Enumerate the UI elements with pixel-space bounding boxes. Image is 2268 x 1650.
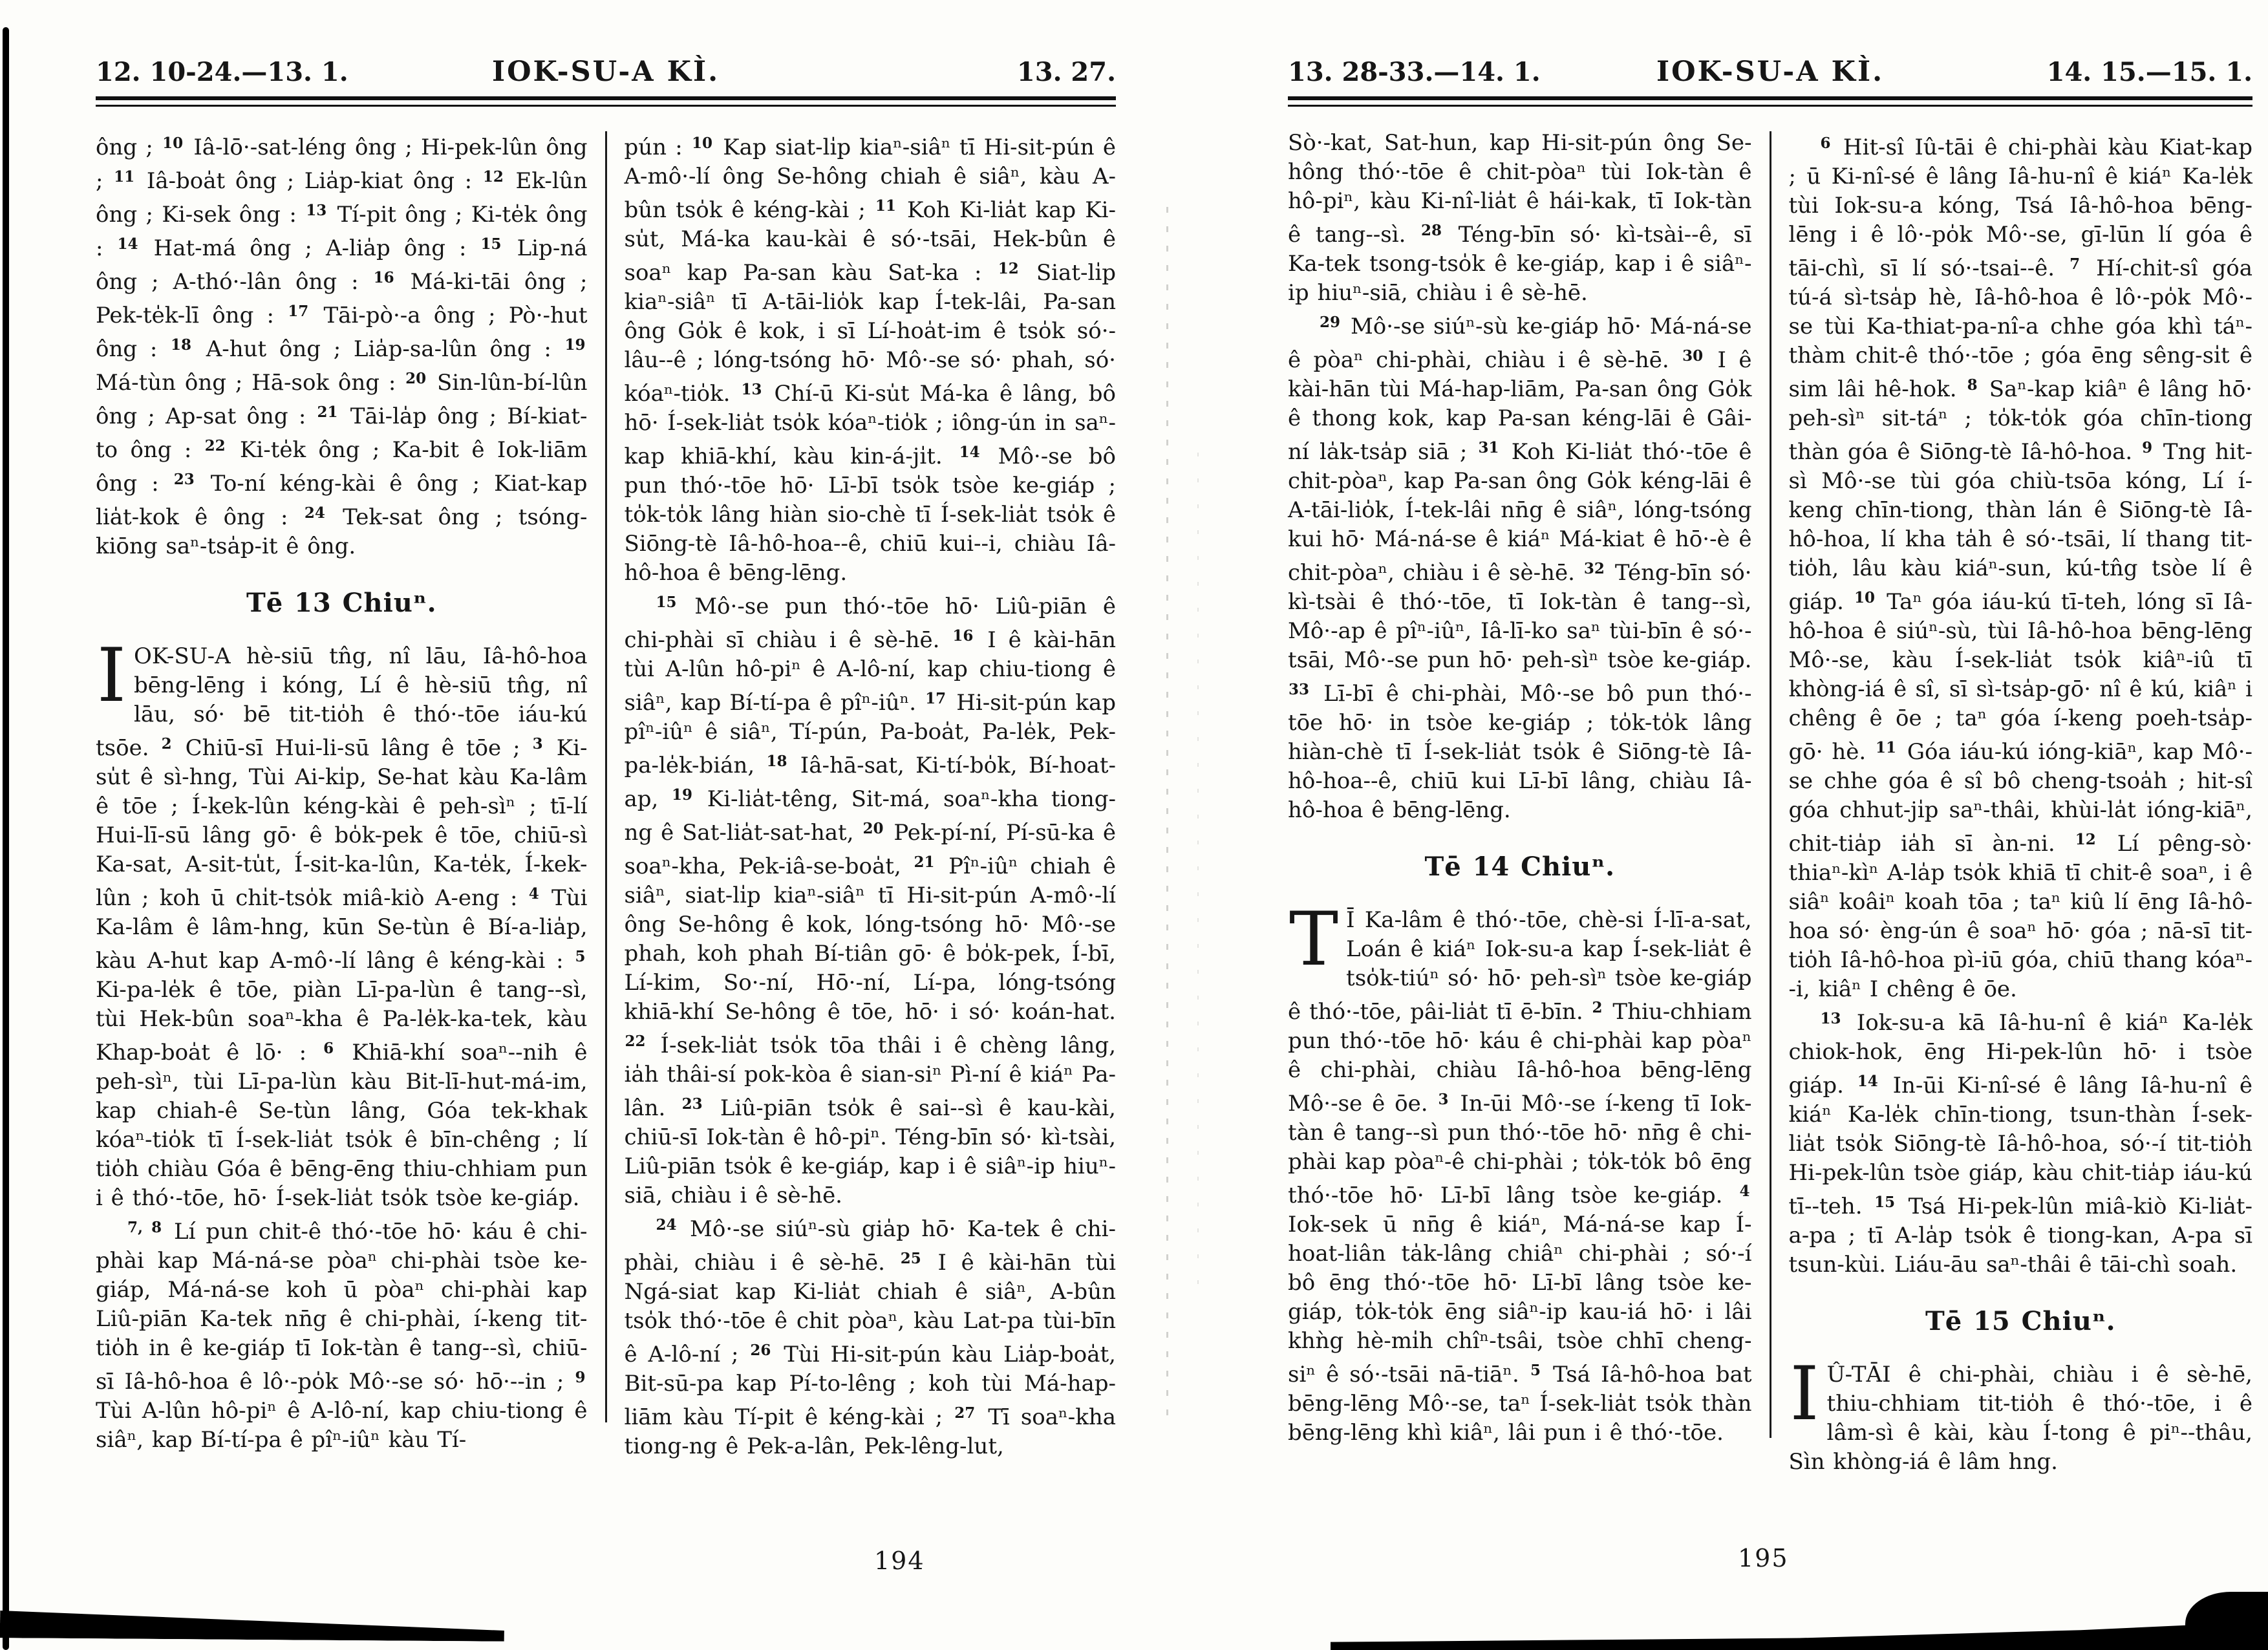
verse-number: 12 xyxy=(2075,831,2096,848)
body-paragraph: $^{29}$ Mô·-se siúⁿ-sù ke-giáp hō· Má-ná-se ê pòaⁿ chi-phài, chiàu i ê sè-hē. $^{30}$ I ê kài-hān tùi Má-hap-liām, Pa-san ông Go̍k ê thong kok, kap Pa-san kéng-lāi ê Gâi-ní la̍k-tsa̍p siā ; $^{31}$ Koh Ki-lia̍t thó·-tōe ê chit-pòaⁿ, kap Pa-san ông Go̍k kéng-lāi ê A-tāi-lio̍k, Í-tek-lâi nn̄g ê siâⁿ, lóng-tsóng kui hō· Má-ná-se ê kiáⁿ Má-kiat ê hō·-è ê chit-pòaⁿ, chiàu i ê sè-hē. $^{32}$ Téng-bīn só· kì-tsài ê thó·-tōe, tī Iok-tàn ê tang--sì, Mô·-ap ê pîⁿ-iûⁿ, Iâ-lī-ko saⁿ tùi-bīn ê só·-tsāi, Mô·-se pun hō· peh-sìⁿ tsòe ke-giáp. $^{33}$ Lī-bī ê chi-phài, Mô·-se bô pun thó·-tōe hō· in tsòe ke-giáp ; to̍k-to̍k lâng hiàn-chè tī Í-sek-lia̍t tso̍k ê Siōng-tè Iâ-hô-hoa--ê, chiū kui Lī-bī lâng, chiàu Iâ-hô-hoa ê bēng-lēng. xyxy=(1288,314,1752,823)
verse-number: 6 xyxy=(1820,134,1831,152)
verse-number: 22 xyxy=(625,1033,646,1050)
header-rule xyxy=(1288,96,2252,107)
drop-cap-paragraph: IOK-SU-A hè-siū tn̂g, nî lāu, Iâ-hô-hoa bēng-lēng i kóng, Lí ê hè-siū tn̂g, nî lāu, só· bē tit-tio̍h ê thó·-tōe iáu-kú tsōe. $^2$ Chiū-sī Hui-li-sū lâng ê tōe ; $^3$ Ki-su̍t ê sì-hng, Tùi Ai-ki̍p, Se-hat kàu Ka-lâm ê tōe ; Í-kek-lûn kéng-kài ê peh-sìⁿ ; tī-lí Hui-lī-sū lâng gō· ê bo̍k-pek ê tōe, chiū-sì Ka-sat, A-sit-tu̍t, Í-sit-ka-lûn, Ka-te̍k, Í-kek-lûn ; koh ū chi̍t-tso̍k miâ-kiò A-eng : $^4$ Tùi Ka-lâm ê lâm-hng, kūn Se-tùn ê Bí-a-lia̍p, kàu A-hut kap A-mô·-lí lâng ê kéng-kài : $^5$ Ki-pa-le̍k ê tōe, piàn Lī-pa-lùn ê tang--sì, tùi Hek-bûn soaⁿ-kha ê Pa-le̍k-ka-tek, kàu Khap-boa̍t ê lō· : $^6$ Khiā-khí soaⁿ--nih ê peh-sìⁿ, tùi Lī-pa-lùn kàu Bit-lī-hut-má-im, kap chiah-ê Se-tùn lâng, Góa tek-khak kóaⁿ-tio̍k tī Í-sek-lia̍t tso̍k ê bīn-chêng ; lí tio̍h chiàu Góa ê bēng-ēng thiu-chhiam pun i ê thó·-tōe, hō· Í-sek-lia̍t tso̍k tsòe ke-giáp. xyxy=(96,632,588,1211)
body-paragraph: $^{24}$ Mô·-se siúⁿ-sù gia̍p hō· Ka-tek ê chi-phài, chiàu i ê sè-hē. $^{25}$ I ê kài-hān tùi Ngá-siat kap Ki-lia̍t chiah ê siâⁿ, A-bûn tso̍k thó·-tōe ê chit pòaⁿ, kàu Lat-pa tùi-bīn ê A-lô-ní ; $^{26}$ Tùi Hi-sit-pún kàu Lia̍p-boa̍t, Bit-sū-pa kap Pí-to-lêng ; koh tùi Má-hap-liām kàu Tí-pit ê kéng-kài ; $^{27}$ Tī soaⁿ-kha tiong-ng ê Pek-a-lân, Pek-lêng-lut, xyxy=(624,1216,1116,1459)
running-head-book-title: IOK-SU-A KÌ. xyxy=(491,56,720,88)
running-head xyxy=(96,56,1116,88)
verse-number: 8 xyxy=(1967,376,1978,394)
scan-artifact-gutter-marks xyxy=(1197,453,1199,1293)
body-paragraph: $^{15}$ Mô·-se pun thó·-tōe hō· Liû-piān ê chi-phài sī chiàu i ê sè-hē. $^{16}$ I ê kài-hān tùi A-lûn hô-piⁿ ê A-lô-ní, kap chiu-tiong ê siâⁿ, kap Bí-tí-pa ê pîⁿ-iûⁿ. $^{17}$ Hi-sit-pún kap pîⁿ-iûⁿ ê siâⁿ, Tí-pún, Pa-boa̍t, Pa-le̍k, Pek-pa-le̍k-bián, $^{18}$ Iâ-hā-sat, Ki-tí-bo̍k, Bí-hoat-ap, $^{19}$ Ki-lia̍t-têng, Sit-má, soaⁿ-kha tiong-ng ê Sat-lia̍t-sat-hat, $^{20}$ Pek-pí-ní, Pí-sū-ka ê soaⁿ-kha, Pek-iâ-se-boa̍t, $^{21}$ Pîⁿ-iûⁿ chiah ê siâⁿ, siat-li̍p kiaⁿ-siâⁿ tī Hi-sit-pún A-mô·-lí ông Se-hông ê kok, lóng-tsóng hō· Mô·-se phah, koh phah Bí-tiân gō· ê bo̍k-pek, Í-bī, Lí-kim, So·-ní, Hō·-ní, Lí-pa, lóng-tsóng khiā-khí Se-hông ê tōe, hō· i só· koán-hat. $^{22}$ Í-sek-lia̍t tso̍k tōa thâi i ê chèng lâng, ia̍h thâi-sí pok-kòa ê sian-siⁿ Pì-ní ê kiáⁿ Pa-lân. $^{23}$ Liû-piān tso̍k ê sai--sì ê kau-kài, chiū-sī Iok-tàn ê hô-piⁿ. Téng-bīn só· kì-tsài, Liû-piān tso̍k ê ke-giáp, kap i ê siâⁿ-ip hiuⁿ-siā, chiàu i ê sè-hē. xyxy=(624,594,1117,1208)
verse-number: 24 xyxy=(304,504,325,522)
verse-number: 28 xyxy=(1421,222,1442,239)
verse-number: 10 xyxy=(691,134,712,152)
text-columns xyxy=(96,129,1116,1461)
verse-number: 4 xyxy=(528,885,539,903)
verse-number: 23 xyxy=(173,471,195,488)
verse-number: 21 xyxy=(914,853,935,871)
right-page xyxy=(1288,0,2252,1477)
body-paragraph: pún : $^{10}$ Kap siat-li̍p kiaⁿ-siâⁿ tī Hi-sit-pún ê A-mô·-lí ông Se-hông chiah ê siâⁿ, kàu A-bûn tso̍k ê kéng-kài ; $^{11}$ Koh Ki-lia̍t kap Ki-su̍t, Má-ka kau-kài ê só·-tsāi, Hek-bûn ê soaⁿ kap Pa-san kàu Sat-ka : $^{12}$ Siat-li̍p kiaⁿ-siâⁿ tī A-tāi-lio̍k kap Í-tek-lâi, Pa-san ông Go̍k ê kok, i sī Lí-hoa̍t-im ê tso̍k só·-lâu--ê ; lóng-tsóng hō· Mô·-se só· phah, só· kóaⁿ-tio̍k. $^{13}$ Chí-ū Ki-su̍t Má-ka ê lâng, bô hō· Í-sek-lia̍t tso̍k kóaⁿ-tio̍k ; iông-ún in saⁿ-kap khiā-khí, kàu kin-á-ji̍t. $^{14}$ Mô·-se bô pun thó·-tōe hō· Lī-bī tso̍k tsòe ke-giáp ; to̍k-to̍k lâng hiàn sio-chè tī Í-sek-lia̍t tso̍k ê Siōng-tè Iâ-hô-hoa--ê, chiū kui--i, chiàu Iâ-hô-hoa ê bēng-lēng. xyxy=(624,134,1116,586)
body-paragraph: ông ; $^{10}$ Iâ-lō·-sat-léng ông ; Hi-pek-lûn ông ; $^{11}$ Iâ-boa̍t ông ; Lia̍p-kiat ông : $^{12}$ Ek-lûn ông ; Ki-sek ông : $^{13}$ Tí-pit ông ; Ki-te̍k ông : $^{14}$ Hat-má ông ; A-lia̍p ông : $^{15}$ Lip-ná ông ; A-thó·-lân ông : $^{16}$ Má-ki-tāi ông ; Pek-te̍k-lī ông : $^{17}$ Tāi-pò·-a ông ; Pò·-hut ông : $^{18}$ A-hut ông ; Lia̍p-sa-lûn ông : $^{19}$ Má-tùn ông ; Hā-sok ông : $^{20}$ Sin-lûn-bí-lûn ông ; Ap-sat ông : $^{21}$ Tāi-la̍p ông ; Bí-kiat-to ông : $^{22}$ Ki-te̍k ông ; Ka-bit ê Iok-liām ông : $^{23}$ To-ní kéng-kài ê ông ; Kiat-kap lia̍t-kok ê ông : $^{24}$ Tek-sat ông ; tsóng-kiōng saⁿ-tsa̍p-it ê ông. xyxy=(96,134,588,559)
chapter-heading: Tē 14 Chiuⁿ. xyxy=(1424,852,1616,882)
running-head-verse-range-left: 13. 28-33.—14. 1. xyxy=(1288,57,1541,87)
drop-cap-initial: I xyxy=(97,632,127,718)
verse-number: 10 xyxy=(162,134,184,152)
body-paragraph: $^{7, 8}$ Lí pun chit-ê thó·-tōe hō· káu ê chi-phài kap Má-ná-se pòaⁿ chi-phài tsòe ke-giáp, Má-ná-se koh ū pòaⁿ chi-phài kap Liû-piān Ka-tek nn̄g ê chi-phài, í-keng tit-tio̍h in ê ke-giáp tī Iok-tàn ê tang--sì, chiū-sī Iâ-hô-hoa ê lô·-po̍k Mô·-se só· hō·--in ; $^9$ Tùi A-lûn hô-piⁿ ê A-lô-ní, kap chiu-tiong ê siâⁿ, kap Bí-tí-pa ê pîⁿ-iûⁿ kàu Tí- xyxy=(96,1219,588,1453)
drop-cap-paragraph: I Û-TĀI ê chi-phài, chiàu i ê sè-hē, thiu-chhiam tit-tio̍h ê thó·-tōe, i ê lâm-sì ê kài, kàu Í-tong ê piⁿ--thâu, Sìn khòng-iá ê lâm hng. xyxy=(1788,1351,2252,1475)
column-divider-rule xyxy=(605,131,607,1422)
verse-number: 25 xyxy=(900,1250,921,1267)
verse-number: 14 xyxy=(959,444,980,461)
verse-number: 14 xyxy=(117,235,138,253)
verse-number: 9 xyxy=(2142,439,2153,456)
body-paragraph: $^{13}$ Iok-su-a kā Iâ-hu-nî ê kiáⁿ Ka-le̍k chiok-hok, ēng Hi-pek-lûn hō· i tsòe giáp. $^{14}$ In-ūi Ki-nî-sé ê lâng Iâ-hu-nî ê kiáⁿ Ka-le̍k chīn-tiong, tsun-thàn Í-sek-lia̍t tso̍k Siōng-tè Iâ-hô-hoa, só·-í tit-tio̍h Hi-pek-lûn tsòe giáp, kàu chit-tia̍p iáu-kú tī--teh. $^{15}$ Tsá Hi-pek-lûn miâ-kiò Ki-lia̍t-a-pa ; tī A-la̍p tso̍k ê tiong-kan, A-pa sī tsun-kùi. Liáu-āu saⁿ-thâi ê tāi-chì soah. xyxy=(1788,1010,2253,1278)
verse-number: 22 xyxy=(204,437,226,455)
drop-cap-initial: I xyxy=(1790,1351,1819,1437)
text-column-1 xyxy=(96,129,588,1461)
verse-number: 20 xyxy=(405,370,427,387)
header-rule xyxy=(96,96,1116,107)
verse-number: 16 xyxy=(373,269,394,286)
verse-number: 13 xyxy=(1820,1010,1841,1027)
verse-number: 19 xyxy=(672,786,693,804)
verse-number: 16 xyxy=(952,627,974,645)
page-number-left: 194 xyxy=(874,1547,925,1575)
verse-number: 2 xyxy=(1592,999,1603,1016)
running-head-book-title: IOK-SU-A KÌ. xyxy=(1656,56,1885,88)
verse-number: 20 xyxy=(862,820,884,837)
text-column-2 xyxy=(625,129,1117,1461)
verse-number: 18 xyxy=(171,336,192,354)
verse-number: 13 xyxy=(306,202,327,219)
verse-number: 2 xyxy=(161,735,172,753)
text-column-1 xyxy=(1288,129,1752,1477)
scan-artifact-bottom-right xyxy=(1331,1622,2268,1650)
verse-number: 7 xyxy=(2070,255,2081,273)
page-number-right: 195 xyxy=(1738,1544,1789,1572)
verse-number: 12 xyxy=(482,168,504,186)
verse-number: 17 xyxy=(925,690,947,707)
verse-number: 11 xyxy=(1876,739,1897,756)
column-divider-rule xyxy=(1770,131,1771,1438)
verse-number: 30 xyxy=(1682,347,1704,365)
text-column-2 xyxy=(1789,129,2253,1477)
verse-number: 21 xyxy=(317,403,338,421)
verse-number: 3 xyxy=(532,735,543,753)
verse-number: 6 xyxy=(323,1040,334,1057)
text-columns xyxy=(1288,129,2252,1477)
running-head-verse-range-left: 12. 10-24.—13. 1. xyxy=(96,57,348,87)
verse-number: 11 xyxy=(114,168,135,186)
verse-number: 15 xyxy=(480,235,502,253)
scan-artifact-corner xyxy=(2185,1592,2268,1650)
scan-artifact-gutter-marks xyxy=(1166,207,1168,1422)
verse-number: 33 xyxy=(1289,681,1310,698)
verse-number: 32 xyxy=(1583,560,1605,577)
body-paragraph: Sò·-kat, Sat-hun, kap Hi-sit-pún ông Se-hông thó·-tōe ê chit-pòaⁿ tùi Iok-tàn ê hô-piⁿ, kàu Ki-nî-lia̍t ê hái-kak, tī Iok-tàn ê tang--sì. $^{28}$ Téng-bīn só· kì-tsài--ê, sī Ka-tek tsong-tso̍k ê ke-giáp, kap i ê siâⁿ-ip hiuⁿ-siā, chiàu i ê sè-hē. xyxy=(1288,130,1752,306)
running-head-verse-range-right: 14. 15.—15. 1. xyxy=(2046,57,2253,87)
verse-number: 27 xyxy=(954,1404,976,1422)
verse-number: 3 xyxy=(1438,1091,1449,1108)
verse-number: 18 xyxy=(766,753,787,770)
verse-number: 15 xyxy=(1874,1194,1896,1211)
drop-cap-paragraph: T Ī Ka-lâm ê thó·-tōe, chè-si Í-lī-a-sat, Loán ê kiáⁿ Iok-su-a kap Í-sek-lia̍t ê tso̍k-tiúⁿ só· hō· peh-sìⁿ tsòe ke-giáp ê thó·-tōe, pâi-lia̍t tī ē-bīn. $^2$ Thiu-chhiam pun thó·-tōe hō· káu ê chi-phài kap pòaⁿ ê chi-phài, chiàu Iâ-hô-hoa bēng-lēng Mô·-se ê ōe. $^3$ In-ūi Mô·-se í-keng tī Iok-tàn ê tang--sì pun thó·-tōe hō· nn̄g ê chi-phài kap pòaⁿ-ê chi-phài ; to̍k-to̍k bô ēng thó·-tōe hō· Lī-bī lâng tsòe ke-giáp. $^4$ Iok-sek ū nn̄g ê kiáⁿ, Má-ná-se kap Í-hoat-liân ta̍k-lâng chiâⁿ chi-phài ; só·-í bô ēng thó·-tōe hō· Lī-bī lâng tsòe ke-giáp, to̍k-to̍k ēng siâⁿ-ip kau-iá hō· i lâi khǹg hè-mi̍h chîⁿ-tsâi, tsòe chhī cheng-siⁿ ê só·-tsāi nā-tiāⁿ. $^5$ Tsá Iâ-hô-hoa bat bēng-lēng Mô·-se, taⁿ Í-sek-lia̍t tso̍k thàn bēng-lēng khì kiâⁿ, lâi pun i ê thó·-tōe. xyxy=(1288,896,1752,1446)
verse-number: 24 xyxy=(656,1216,677,1234)
verse-number: 23 xyxy=(681,1095,703,1113)
body-paragraph: $^6$ Hit-sî Iû-tāi ê chi-phài kàu Kiat-kap ; ū Ki-nî-sé ê lâng Iâ-hu-nî ê kiáⁿ Ka-le̍k tùi Iok-su-a kóng, Tsá Iâ-hô-hoa bēng-lēng i ê lô·-po̍k Mô·-se, gī-lūn lí góa ê tāi-chì, sī lí só·-tsai--ê. $^7$ Hí-chit-sî góa tú-á sì-tsa̍p hè, Iâ-hô-hoa ê lô·-po̍k Mô·-se tùi Ka-thiat-pa-nî-a chhe góa khì táⁿ-thàm chit-ê thó·-tōe ; góa ēng sêng-si̍t ê sim lâi hê-hok. $^8$ Saⁿ-kap kiâⁿ ê lâng hō· peh-sìⁿ sit-táⁿ ; to̍k-to̍k góa chīn-tiong thàn góa ê Siōng-tè Iâ-hô-hoa. $^9$ Tng hit-sì Mô·-se tùi góa chiù-tsōa kóng, Lí í-keng chīn-tiong, thàn lán ê Siōng-tè Iâ-hô-hoa, lí kha ta̍h ê só·-tsāi, lí thang tit-tio̍h, lâu kàu kiáⁿ-sun, kú-tn̂g tsòe lí ê giáp. $^{10}$ Taⁿ góa iáu-kú tī-teh, lóng sī Iâ-hô-hoa ê siúⁿ-sù, tùi Iâ-hô-hoa bēng-lēng Mô·-se, kàu Í-sek-lia̍t tso̍k kiâⁿ-iû tī khòng-iá ê sî, sī sì-tsa̍p-gō· nî ê kú, kiâⁿ i chêng ê ōe ; taⁿ góa í-keng poeh-tsa̍p-gō· hè. $^{11}$ Góa iáu-kú ióng-kiāⁿ, kap Mô·-se chhe góa ê sî bô cheng-tsoa̍h ; hit-sî góa chhut-ji̍p saⁿ-thâi, khùi-la̍t ióng-kiāⁿ, chit-tia̍p ia̍h sī àn-ni. $^{12}$ Lí pêng-sò· thiaⁿ-kìⁿ A-la̍p tso̍k khiā tī chit-ê soaⁿ, i ê siâⁿ koâiⁿ koah tōa ; taⁿ kiû lí ēng Iâ-hô-hoa só· èng-ún ê soaⁿ hō· góa ; nā-sī tit-tio̍h Iâ-hô-hoa pì-iū góa, chiū thang kóaⁿ--i, kiâⁿ I chêng ê ōe. xyxy=(1788,134,2253,1002)
left-page xyxy=(96,0,1116,1461)
verse-number: 31 xyxy=(1478,439,1499,456)
running-head xyxy=(1288,56,2252,88)
verse-number: 15 xyxy=(656,594,677,611)
scan-artifact-bottom-left xyxy=(0,1609,504,1641)
chapter-heading: Tē 13 Chiuⁿ. xyxy=(246,588,437,618)
chapter-heading: Tē 15 Chiuⁿ. xyxy=(1925,1306,2116,1336)
verse-number: 11 xyxy=(875,197,896,215)
verse-number: 14 xyxy=(1857,1073,1878,1090)
verse-number: 26 xyxy=(750,1342,771,1359)
verse-number: 13 xyxy=(741,381,762,398)
verse-number: 5 xyxy=(575,948,586,965)
verse-number: 5 xyxy=(1530,1362,1541,1379)
verse-number: 4 xyxy=(1739,1183,1750,1200)
verse-number: 17 xyxy=(288,303,309,320)
verse-number: 12 xyxy=(998,260,1019,277)
verse-number: 19 xyxy=(564,336,586,354)
verse-number: 9 xyxy=(575,1369,586,1386)
running-head-verse-range-right: 13. 27. xyxy=(1016,57,1117,87)
drop-cap-initial: T xyxy=(1289,896,1339,982)
verse-number: 10 xyxy=(1854,589,1876,606)
scan-artifact-left-edge xyxy=(3,27,9,1650)
verse-number: 29 xyxy=(1320,314,1341,331)
verse-number: 7, 8 xyxy=(127,1219,162,1236)
